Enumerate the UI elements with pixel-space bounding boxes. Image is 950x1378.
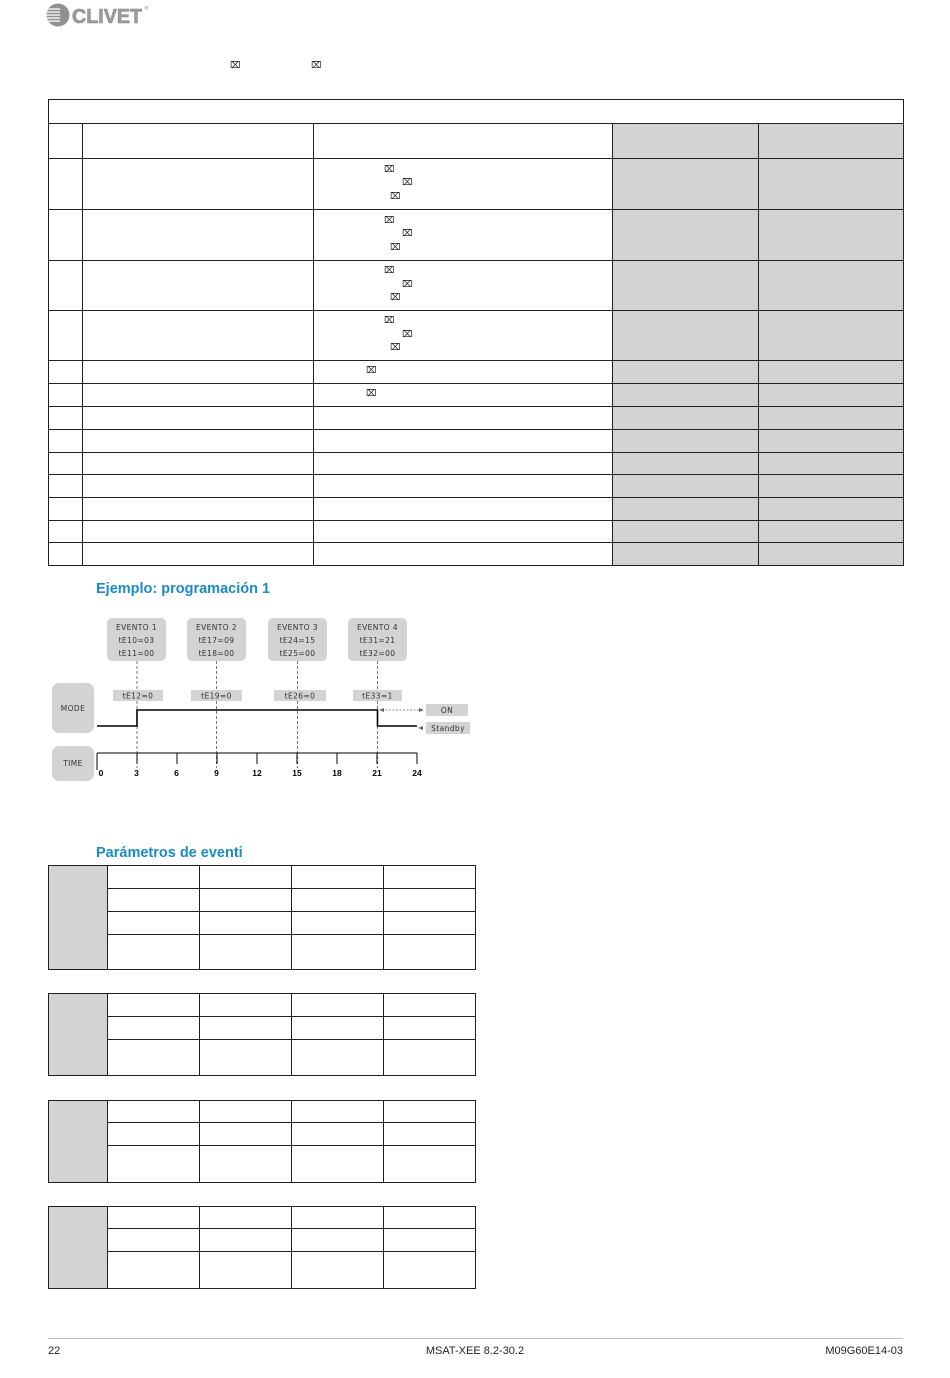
- standby-label: Standby: [431, 723, 465, 733]
- table-row: [49, 407, 904, 430]
- table-cell: [200, 1123, 292, 1146]
- table-cell: [384, 912, 476, 935]
- table-cell: [49, 453, 83, 475]
- table-cell: [613, 261, 759, 311]
- table-cell: [83, 311, 314, 361]
- header-cell: [613, 124, 759, 159]
- table-cell: [200, 1252, 292, 1289]
- event-1-mode-label: [113, 690, 163, 701]
- table-cell: [83, 261, 314, 311]
- example-heading: Ejemplo: programación 1: [96, 581, 271, 597]
- table-cell: [759, 430, 904, 453]
- logo-globe-icon: [47, 4, 70, 27]
- table-cell: [83, 384, 314, 407]
- table-cell: [613, 498, 759, 521]
- event-label: EVENTO 1: [115, 623, 158, 632]
- table-cell: [200, 994, 292, 1017]
- table-cell: [108, 912, 200, 935]
- table-cell: [200, 1207, 292, 1229]
- table-row: [49, 311, 904, 361]
- table-cell: [613, 384, 759, 407]
- missing-glyph: ⌧: [390, 242, 401, 253]
- table-cell: [83, 407, 314, 430]
- table-cell: [49, 261, 83, 311]
- event-2-mode-label: [191, 690, 242, 701]
- table-cell: [759, 521, 904, 543]
- missing-glyph: ⌧: [390, 343, 401, 354]
- table-cell: [49, 543, 83, 566]
- table-row: [49, 361, 904, 384]
- table-cell: [613, 453, 759, 475]
- table-cell: [108, 994, 200, 1017]
- table-cell: [292, 1017, 384, 1040]
- table-cell: [384, 1229, 476, 1252]
- table-cell: [384, 1146, 476, 1183]
- table-cell: [200, 1101, 292, 1123]
- table-cell: [49, 475, 83, 498]
- table-cell: [108, 935, 200, 970]
- arrowhead: [418, 726, 423, 730]
- event-label-cell: [49, 1101, 108, 1183]
- table-cell: [759, 210, 904, 261]
- clivet-logo: [44, 2, 150, 30]
- table-cell: [613, 159, 759, 210]
- time-axis-text: TIME: [63, 759, 83, 768]
- table-cell: [613, 210, 759, 261]
- table-title-row: [49, 100, 904, 124]
- table-cell: [292, 889, 384, 912]
- table-cell: [759, 311, 904, 361]
- table-cell: [292, 1040, 384, 1076]
- event-start-param: tE24=15: [279, 636, 316, 645]
- event-end-param: tE11=00: [118, 649, 155, 658]
- missing-glyph: ⌧: [384, 316, 395, 327]
- table-row: [49, 866, 476, 889]
- table-row: [49, 1252, 476, 1289]
- table-cell: [108, 1207, 200, 1229]
- table-cell: [314, 159, 613, 210]
- event-start-param: tE17=09: [198, 636, 235, 645]
- table-cell: [314, 261, 613, 311]
- table-cell: [314, 407, 613, 430]
- table-cell: [759, 361, 904, 384]
- on-label: ON: [440, 705, 454, 715]
- table-cell: [83, 498, 314, 521]
- missing-glyph: ⌧: [402, 329, 413, 340]
- logo-wordmark: CLIVET: [72, 6, 142, 28]
- table-cell: [384, 935, 476, 970]
- table-cell: [49, 311, 83, 361]
- table-cell: [759, 261, 904, 311]
- mode-param: tE26=0: [284, 691, 316, 701]
- header-cell: [314, 124, 613, 159]
- missing-glyph: ⌧: [390, 191, 401, 202]
- table-row: [49, 1101, 476, 1123]
- table-row: [49, 994, 476, 1017]
- missing-glyph: ⌧: [390, 293, 401, 304]
- table-cell: [759, 453, 904, 475]
- mode-param: tE12=0: [122, 691, 154, 701]
- event-1-params-table: [48, 865, 476, 970]
- table-cell: [384, 1040, 476, 1076]
- table-cell: [292, 1101, 384, 1123]
- table-cell: [613, 521, 759, 543]
- table-cell: [292, 866, 384, 889]
- table-cell: [613, 311, 759, 361]
- table-cell: [200, 1017, 292, 1040]
- table-cell: [108, 889, 200, 912]
- table-cell: [314, 210, 613, 261]
- table-cell: [200, 866, 292, 889]
- time-tick-label: 6: [174, 768, 179, 778]
- table-row: [49, 543, 904, 566]
- table-cell: [613, 361, 759, 384]
- header-cell: [759, 124, 904, 159]
- page-number: 22: [48, 1345, 61, 1357]
- table-cell: [384, 1252, 476, 1289]
- mode-param: tE19=0: [201, 691, 232, 701]
- table-cell: [108, 1146, 200, 1183]
- table-cell: [108, 1229, 200, 1252]
- event-4-box: [348, 618, 407, 661]
- missing-glyph: ⌧: [402, 178, 413, 189]
- table-row: [49, 430, 904, 453]
- table-cell: [200, 912, 292, 935]
- event-label: EVENTO 4: [356, 623, 399, 632]
- table-title-cell: [49, 100, 904, 124]
- table-row: [49, 453, 904, 475]
- table-row: [49, 1040, 476, 1076]
- table-cell: [200, 889, 292, 912]
- table-cell: [292, 1123, 384, 1146]
- arrowhead: [419, 708, 424, 712]
- table-cell: [384, 994, 476, 1017]
- mode-signal-line: [97, 710, 417, 726]
- header-cell: [49, 124, 83, 159]
- event-2-box: [187, 618, 246, 661]
- table-cell: [200, 1146, 292, 1183]
- table-cell: [108, 1017, 200, 1040]
- table-cell: [49, 430, 83, 453]
- table-cell: [292, 935, 384, 970]
- table-cell: [759, 475, 904, 498]
- event-start-param: tE31=21: [359, 636, 396, 645]
- table-cell: [613, 407, 759, 430]
- table-cell: [314, 361, 613, 384]
- table-cell: [83, 361, 314, 384]
- event-end-param: tE32=00: [359, 649, 396, 658]
- table-row: [49, 1017, 476, 1040]
- table-cell: [83, 159, 314, 210]
- table-row: [49, 912, 476, 935]
- mode-axis-text: MODE: [60, 704, 86, 713]
- table-cell: [314, 543, 613, 566]
- table-cell: [292, 1252, 384, 1289]
- table-row: [49, 475, 904, 498]
- missing-glyph: ⌧: [366, 366, 377, 377]
- time-tick-label: 0: [98, 768, 104, 778]
- table-row: [49, 521, 904, 543]
- table-row: [49, 159, 904, 210]
- schedule-timing-diagram: [40, 608, 480, 792]
- mode-param: tE33=1: [362, 691, 393, 701]
- table-cell: [292, 912, 384, 935]
- missing-glyph: ⌧: [384, 215, 395, 226]
- table-cell: [384, 889, 476, 912]
- table-cell: [314, 430, 613, 453]
- time-tick-label: 15: [292, 768, 302, 778]
- table-cell: [314, 311, 613, 361]
- table-cell: [384, 1101, 476, 1123]
- table-cell: [314, 475, 613, 498]
- event-end-param: tE18=00: [198, 649, 235, 658]
- table-cell: [759, 543, 904, 566]
- table-cell: [83, 475, 314, 498]
- table-cell: [292, 1207, 384, 1229]
- table-cell: [759, 407, 904, 430]
- table-cell: [49, 407, 83, 430]
- event-start-param: tE10=03: [118, 636, 155, 645]
- event-2-params-table: [48, 993, 476, 1076]
- event-label-cell: [49, 866, 108, 970]
- missing-glyph: ⌧: [384, 266, 395, 277]
- event-3-box: [268, 618, 327, 661]
- table-row: [49, 1229, 476, 1252]
- table-cell: [49, 521, 83, 543]
- time-tick-label: 24: [412, 768, 422, 778]
- table-cell: [314, 384, 613, 407]
- table-cell: [83, 521, 314, 543]
- footer-doc-code: M09G60E14-03: [825, 1345, 903, 1357]
- event-label-cell: [49, 994, 108, 1076]
- table-row: [49, 889, 476, 912]
- time-axis-label: [52, 746, 94, 781]
- table-cell: [49, 384, 83, 407]
- time-tick-label: 12: [252, 768, 262, 778]
- table-cell: [759, 384, 904, 407]
- table-row: [49, 384, 904, 407]
- table-cell: [83, 210, 314, 261]
- table-row: [49, 1146, 476, 1183]
- table-cell: [49, 498, 83, 521]
- table-cell: [759, 498, 904, 521]
- table-header-row: [49, 124, 904, 159]
- table-row: [49, 935, 476, 970]
- footer-divider: [48, 1338, 903, 1339]
- table-cell: [200, 935, 292, 970]
- table-cell: [83, 543, 314, 566]
- table-cell: [613, 475, 759, 498]
- time-tick-label: 21: [372, 768, 382, 778]
- table-cell: [384, 1123, 476, 1146]
- event-1-box: [107, 618, 166, 661]
- table-cell: [200, 1229, 292, 1252]
- table-cell: [384, 866, 476, 889]
- table-cell: [759, 159, 904, 210]
- missing-glyph: ⌧: [402, 229, 413, 240]
- arrowhead: [379, 708, 384, 712]
- table-cell: [314, 521, 613, 543]
- table-cell: [314, 498, 613, 521]
- footer-model: MSAT-XEE 8.2-30.2: [425, 1345, 525, 1357]
- table-cell: [384, 1017, 476, 1040]
- registered-mark: ®: [144, 6, 149, 12]
- table-cell: [108, 1123, 200, 1146]
- table-cell: [292, 1146, 384, 1183]
- missing-glyph: ⌧: [384, 164, 395, 175]
- missing-glyph: ⌧: [366, 389, 377, 400]
- missing-glyph: ⌧: [402, 279, 413, 290]
- header-cell: [83, 124, 314, 159]
- event-label-cell: [49, 1207, 108, 1289]
- table-row: [49, 1123, 476, 1146]
- event-label: EVENTO 2: [195, 623, 238, 632]
- event-4-mode-label: [353, 690, 402, 701]
- table-cell: [108, 1101, 200, 1123]
- table-cell: [613, 430, 759, 453]
- table-row: [49, 210, 904, 261]
- table-cell: [384, 1207, 476, 1229]
- event-3-mode-label: [274, 690, 326, 701]
- missing-glyph: ⌧: [311, 61, 322, 71]
- table-cell: [613, 543, 759, 566]
- table-cell: [49, 361, 83, 384]
- parameters-table: [48, 99, 904, 566]
- mode-axis-label: [52, 683, 94, 733]
- table-row: [49, 1207, 476, 1229]
- event-params-heading: Parámetros de eventi: [96, 845, 243, 861]
- time-tick-label: 9: [214, 768, 219, 778]
- table-row: [49, 261, 904, 311]
- table-cell: [49, 159, 83, 210]
- event-label: EVENTO 3: [276, 623, 319, 632]
- table-cell: [292, 1229, 384, 1252]
- table-cell: [314, 453, 613, 475]
- time-tick-label: 3: [134, 768, 139, 778]
- missing-glyph: ⌧: [230, 61, 241, 71]
- table-cell: [108, 1252, 200, 1289]
- table-cell: [83, 453, 314, 475]
- table-cell: [108, 1040, 200, 1076]
- table-cell: [292, 994, 384, 1017]
- event-4-params-table: [48, 1206, 476, 1289]
- table-cell: [83, 430, 314, 453]
- table-cell: [108, 866, 200, 889]
- table-cell: [200, 1040, 292, 1076]
- table-row: [49, 498, 904, 521]
- event-3-params-table: [48, 1100, 476, 1183]
- time-tick-label: 18: [332, 768, 342, 778]
- event-end-param: tE25=00: [279, 649, 316, 658]
- table-cell: [49, 210, 83, 261]
